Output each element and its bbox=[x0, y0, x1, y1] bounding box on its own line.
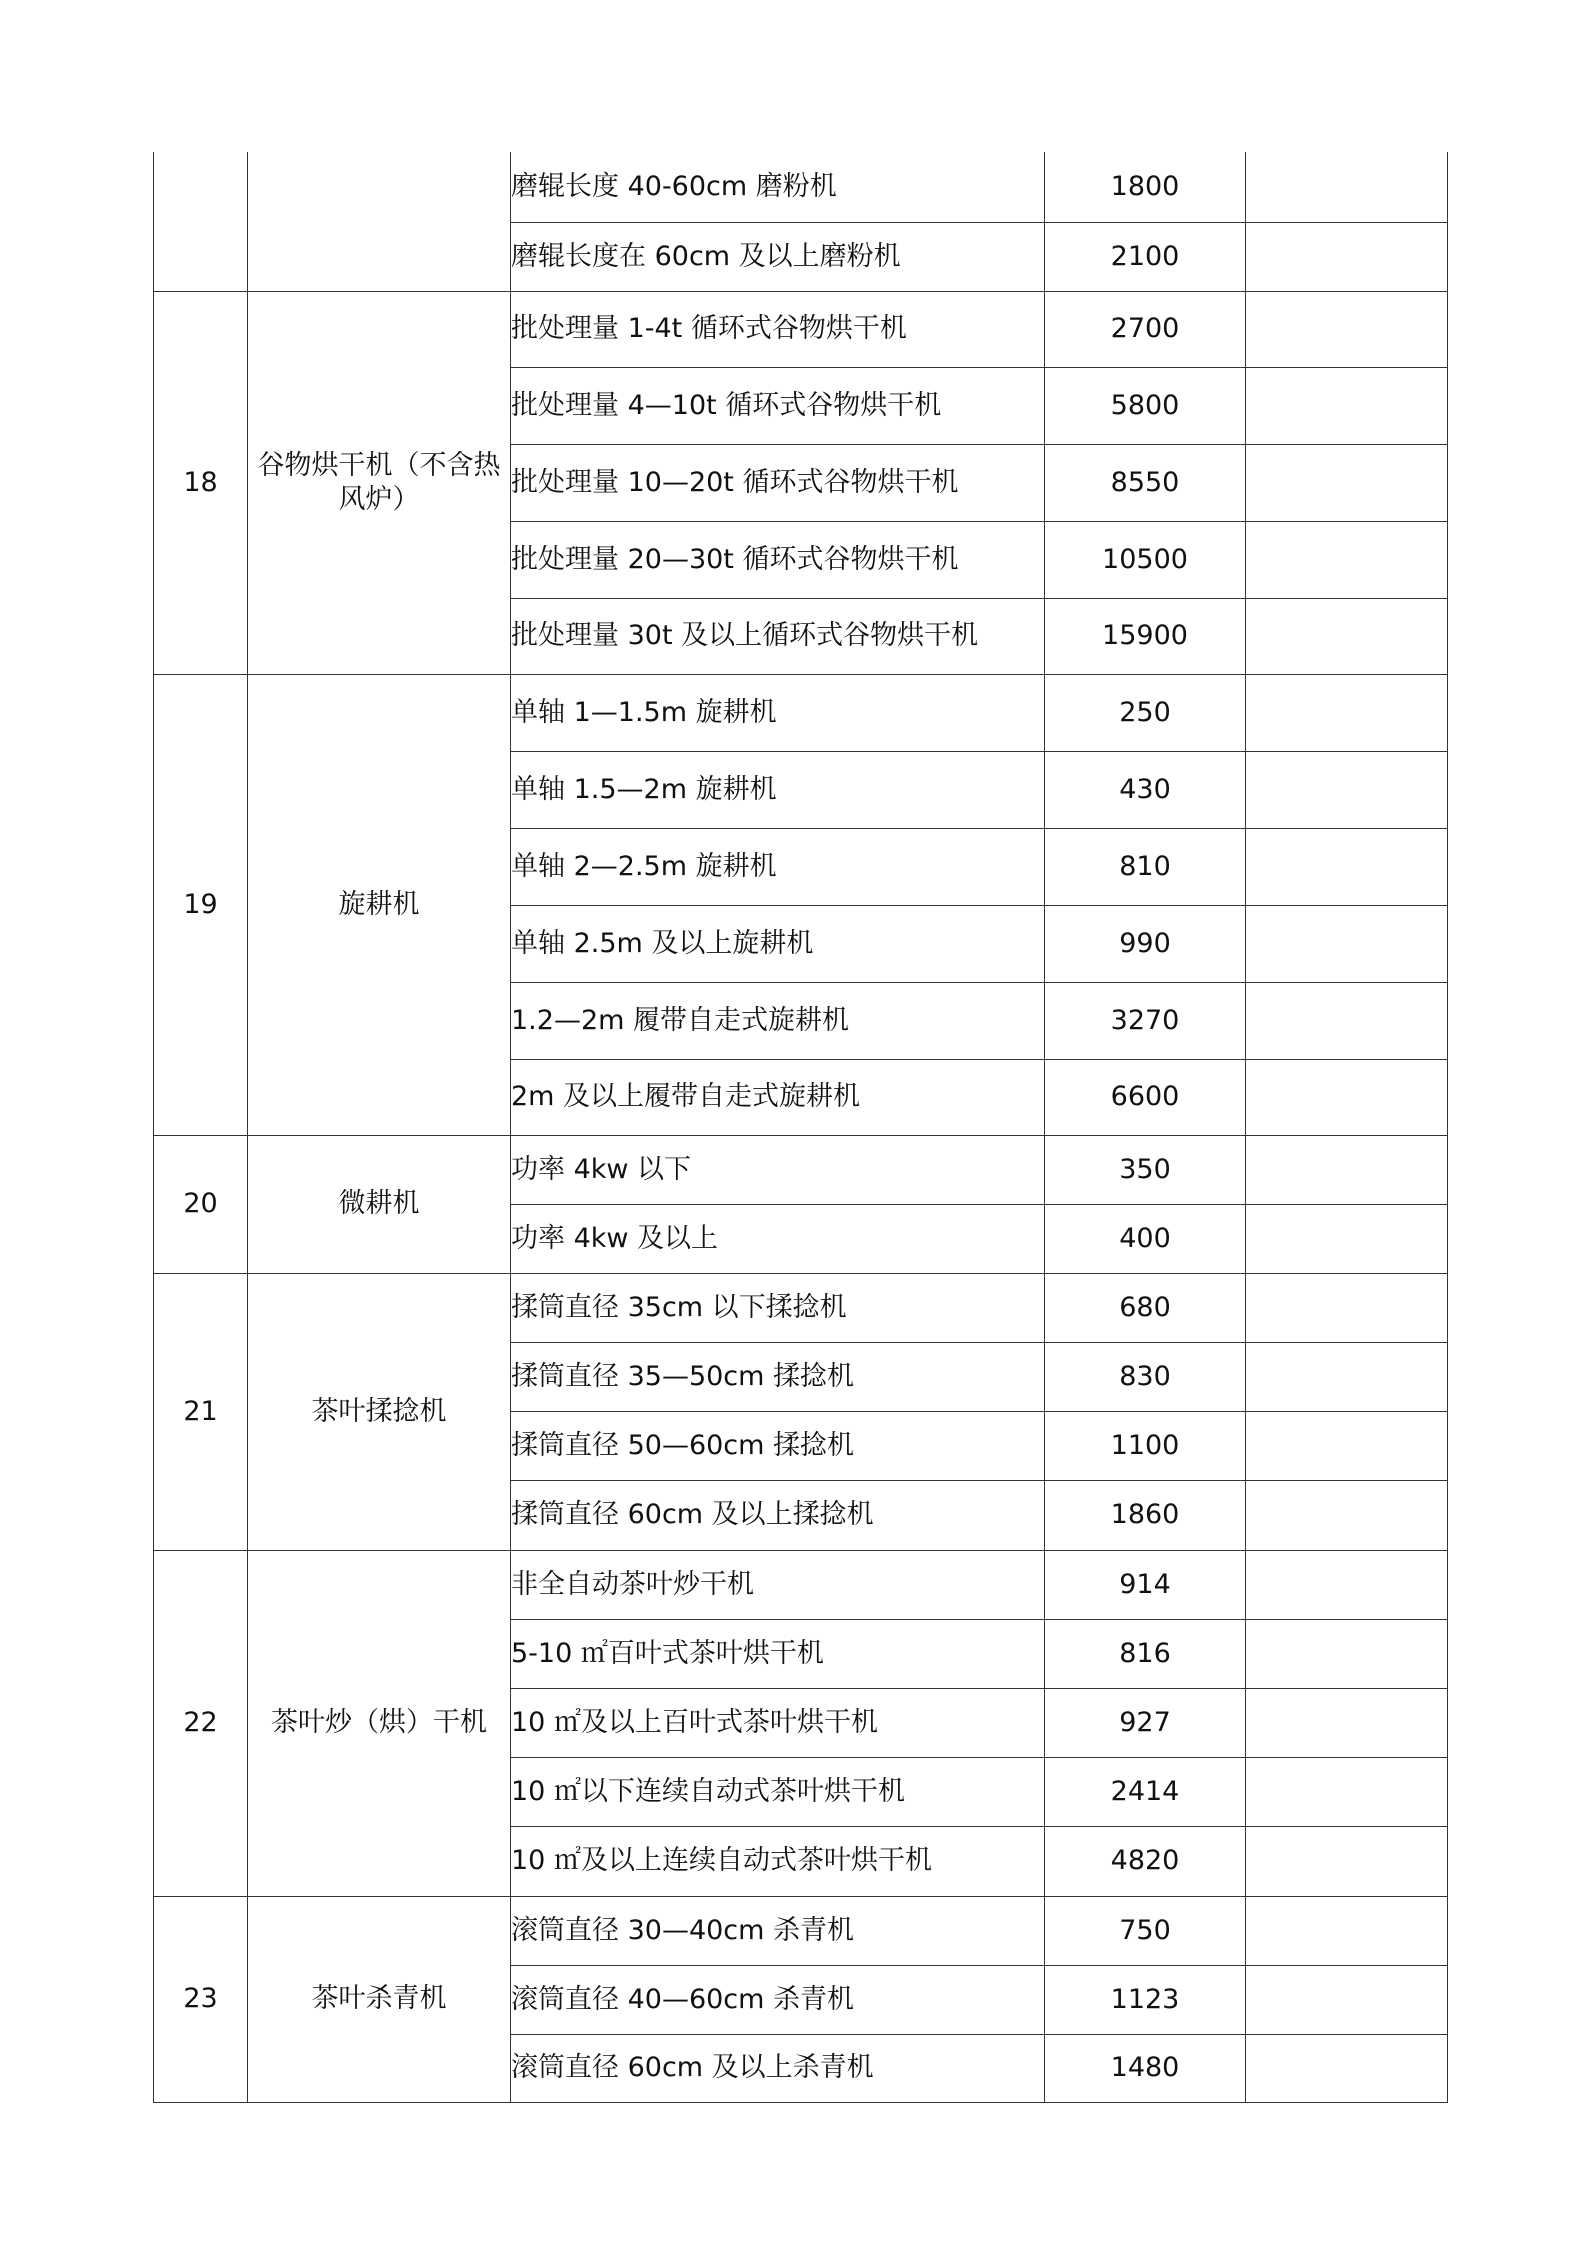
note-cell bbox=[1246, 222, 1448, 291]
subsidy-table bbox=[153, 152, 1448, 2103]
note-cell bbox=[1246, 674, 1448, 751]
spec-cell: 单轴 2.5m 及以上旋耕机 bbox=[511, 905, 1045, 982]
spec-cell: 磨辊长度 40-60cm 磨粉机 bbox=[511, 152, 1045, 222]
note-cell bbox=[1246, 1342, 1448, 1411]
spec-cell: 5-10 ㎡百叶式茶叶烘干机 bbox=[511, 1619, 1045, 1688]
amount-cell: 8550 bbox=[1045, 444, 1246, 521]
spec-cell: 磨辊长度在 60cm 及以上磨粉机 bbox=[511, 222, 1045, 291]
amount-cell: 430 bbox=[1045, 751, 1246, 828]
spec-cell: 1.2—2m 履带自走式旋耕机 bbox=[511, 982, 1045, 1059]
spec-cell: 滚筒直径 60cm 及以上杀青机 bbox=[511, 2034, 1045, 2102]
amount-cell: 810 bbox=[1045, 828, 1246, 905]
note-cell bbox=[1246, 1896, 1448, 1965]
amount-cell: 5800 bbox=[1045, 367, 1246, 444]
amount-cell: 10500 bbox=[1045, 521, 1246, 598]
table-row bbox=[154, 1135, 1448, 1204]
amount-cell: 350 bbox=[1045, 1135, 1246, 1204]
machine-category: 微耕机 bbox=[248, 1135, 511, 1273]
note-cell bbox=[1246, 1550, 1448, 1619]
machine-category: 茶叶揉捻机 bbox=[248, 1273, 511, 1550]
note-cell bbox=[1246, 367, 1448, 444]
note-cell bbox=[1246, 1688, 1448, 1757]
note-cell bbox=[1246, 1757, 1448, 1826]
spec-cell: 揉筒直径 35cm 以下揉捻机 bbox=[511, 1273, 1045, 1342]
table-row bbox=[154, 1550, 1448, 1619]
note-cell bbox=[1246, 828, 1448, 905]
amount-cell: 680 bbox=[1045, 1273, 1246, 1342]
note-cell bbox=[1246, 1826, 1448, 1896]
note-cell bbox=[1246, 1411, 1448, 1480]
spec-cell: 揉筒直径 35—50cm 揉捻机 bbox=[511, 1342, 1045, 1411]
spec-cell: 2m 及以上履带自走式旋耕机 bbox=[511, 1059, 1045, 1135]
amount-cell: 2100 bbox=[1045, 222, 1246, 291]
machine-category: 茶叶炒（烘）干机 bbox=[248, 1550, 511, 1896]
machine-category bbox=[248, 152, 511, 291]
table-row bbox=[154, 1273, 1448, 1342]
amount-cell: 3270 bbox=[1045, 982, 1246, 1059]
machine-category: 旋耕机 bbox=[248, 674, 511, 1135]
spec-cell: 揉筒直径 60cm 及以上揉捻机 bbox=[511, 1480, 1045, 1550]
amount-cell: 1800 bbox=[1045, 152, 1246, 222]
spec-cell: 批处理量 4—10t 循环式谷物烘干机 bbox=[511, 367, 1045, 444]
amount-cell: 750 bbox=[1045, 1896, 1246, 1965]
spec-cell: 滚筒直径 30—40cm 杀青机 bbox=[511, 1896, 1045, 1965]
spec-cell: 单轴 1.5—2m 旋耕机 bbox=[511, 751, 1045, 828]
amount-cell: 2414 bbox=[1045, 1757, 1246, 1826]
note-cell bbox=[1246, 1273, 1448, 1342]
spec-cell: 功率 4kw 以下 bbox=[511, 1135, 1045, 1204]
amount-cell: 1123 bbox=[1045, 1965, 1246, 2034]
amount-cell: 1480 bbox=[1045, 2034, 1246, 2102]
amount-cell: 2700 bbox=[1045, 291, 1246, 367]
amount-cell: 4820 bbox=[1045, 1826, 1246, 1896]
table-row bbox=[154, 291, 1448, 367]
spec-cell: 揉筒直径 50—60cm 揉捻机 bbox=[511, 1411, 1045, 1480]
spec-cell: 功率 4kw 及以上 bbox=[511, 1204, 1045, 1273]
note-cell bbox=[1246, 1480, 1448, 1550]
item-number: 20 bbox=[154, 1135, 248, 1273]
note-cell bbox=[1246, 1059, 1448, 1135]
item-number: 22 bbox=[154, 1550, 248, 1896]
note-cell bbox=[1246, 1619, 1448, 1688]
spec-cell: 10 ㎡以下连续自动式茶叶烘干机 bbox=[511, 1757, 1045, 1826]
note-cell bbox=[1246, 751, 1448, 828]
note-cell bbox=[1246, 291, 1448, 367]
note-cell bbox=[1246, 152, 1448, 222]
table-row bbox=[154, 152, 1448, 222]
amount-cell: 6600 bbox=[1045, 1059, 1246, 1135]
amount-cell: 1100 bbox=[1045, 1411, 1246, 1480]
amount-cell: 927 bbox=[1045, 1688, 1246, 1757]
amount-cell: 1860 bbox=[1045, 1480, 1246, 1550]
table-row bbox=[154, 1896, 1448, 1965]
item-number: 19 bbox=[154, 674, 248, 1135]
note-cell bbox=[1246, 905, 1448, 982]
note-cell bbox=[1246, 982, 1448, 1059]
spec-cell: 单轴 1—1.5m 旋耕机 bbox=[511, 674, 1045, 751]
note-cell bbox=[1246, 598, 1448, 674]
spec-cell: 批处理量 20—30t 循环式谷物烘干机 bbox=[511, 521, 1045, 598]
machine-category: 茶叶杀青机 bbox=[248, 1896, 511, 2102]
spec-cell: 10 ㎡及以上百叶式茶叶烘干机 bbox=[511, 1688, 1045, 1757]
item-number bbox=[154, 152, 248, 291]
table-row bbox=[154, 674, 1448, 751]
amount-cell: 830 bbox=[1045, 1342, 1246, 1411]
spec-cell: 滚筒直径 40—60cm 杀青机 bbox=[511, 1965, 1045, 2034]
spec-cell: 批处理量 1-4t 循环式谷物烘干机 bbox=[511, 291, 1045, 367]
note-cell bbox=[1246, 2034, 1448, 2102]
spec-cell: 单轴 2—2.5m 旋耕机 bbox=[511, 828, 1045, 905]
note-cell bbox=[1246, 444, 1448, 521]
amount-cell: 15900 bbox=[1045, 598, 1246, 674]
spec-cell: 10 ㎡及以上连续自动式茶叶烘干机 bbox=[511, 1826, 1045, 1896]
amount-cell: 400 bbox=[1045, 1204, 1246, 1273]
machine-category: 谷物烘干机（不含热风炉） bbox=[248, 291, 511, 674]
item-number: 21 bbox=[154, 1273, 248, 1550]
amount-cell: 990 bbox=[1045, 905, 1246, 982]
spec-cell: 批处理量 10—20t 循环式谷物烘干机 bbox=[511, 444, 1045, 521]
spec-cell: 非全自动茶叶炒干机 bbox=[511, 1550, 1045, 1619]
amount-cell: 250 bbox=[1045, 674, 1246, 751]
amount-cell: 914 bbox=[1045, 1550, 1246, 1619]
amount-cell: 816 bbox=[1045, 1619, 1246, 1688]
item-number: 18 bbox=[154, 291, 248, 674]
note-cell bbox=[1246, 1135, 1448, 1204]
item-number: 23 bbox=[154, 1896, 248, 2102]
spec-cell: 批处理量 30t 及以上循环式谷物烘干机 bbox=[511, 598, 1045, 674]
note-cell bbox=[1246, 521, 1448, 598]
note-cell bbox=[1246, 1965, 1448, 2034]
note-cell bbox=[1246, 1204, 1448, 1273]
